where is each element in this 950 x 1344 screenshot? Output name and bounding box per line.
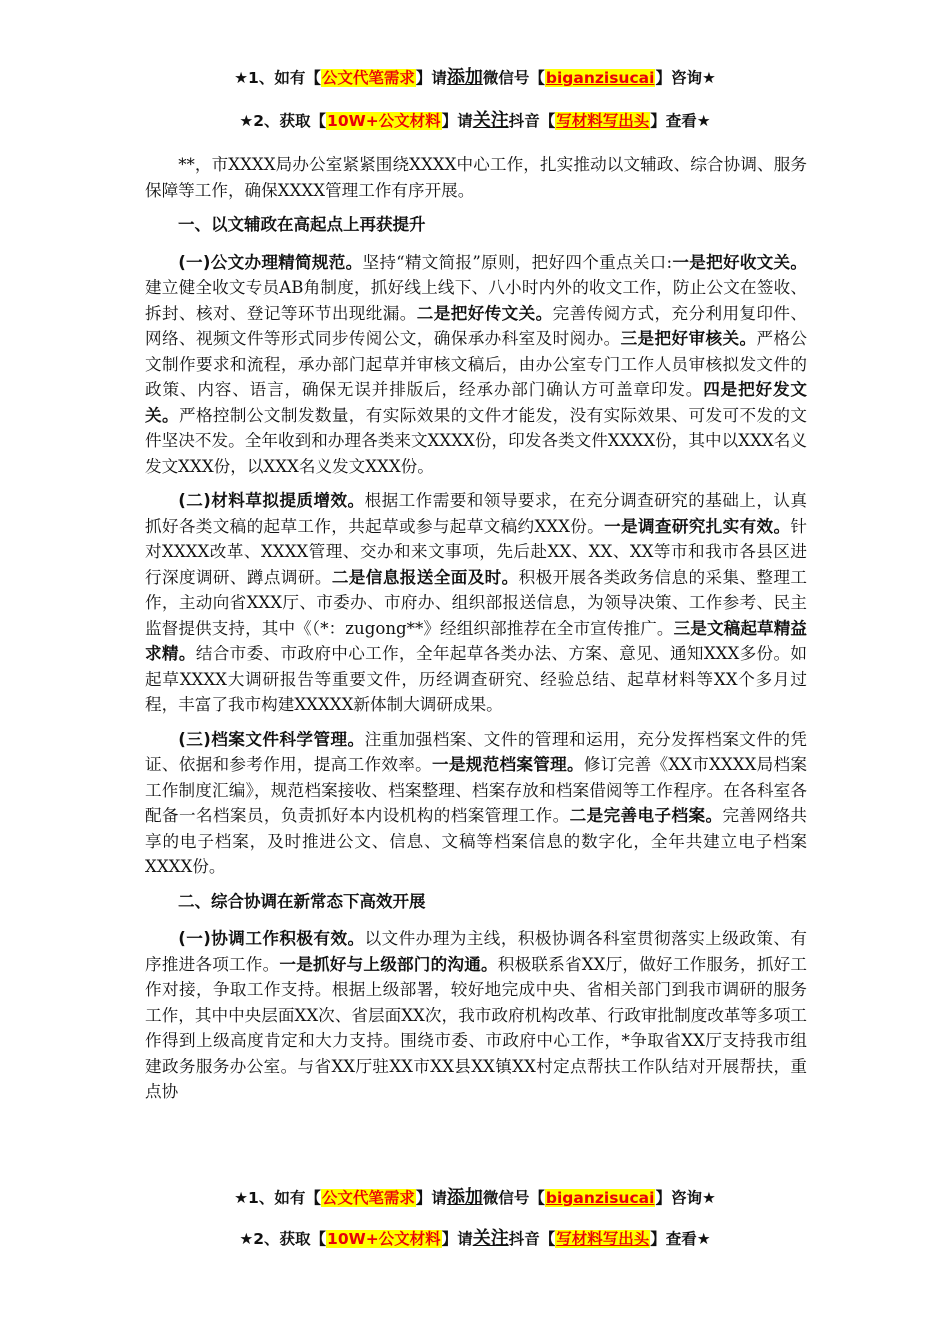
emphasis-text: 添加 [446,67,483,88]
section-heading-2: 二、综合协调在新常态下高效开展 [178,891,426,911]
paragraph-archive-management: (三)档案文件科学管理。注重加强档案、文件的管理和运用，充分发挥档案文件的凭证、依据和参考作用，提高工作效率。一是规范档案管理。修订完善《XX市XXXX局档案工作制度汇编》，规范档案接收、档案整理、档案存放和档案借阅等工作程序。在各科室各配备一名档案员，负责抓好本内设机构的档案管理工作。二是完善电子档案。完善网络共享的电子档案，及时推进公文、信息、文稿等档案信息的数字化，全年共建立电子档案XXXX份。 [145,729,808,876]
section-heading-1: 一、以文辅政在高起点上再获提升 [178,215,426,234]
promo-banner-line-4: ★2、获取【10W+公文材料】请关注抖音【写材料写出头】查看★ [239,1228,711,1249]
emphasis-text: 添加 [446,1187,483,1208]
paragraph-document-processing: (一)公文办理精简规范。坚持“精文简报”原则，把好四个重点关口:一是把好收文关。建立健全收文专员AB角制度，抓好线上线下、八小时内外的收文工作，防止公文在签收、拆封、核对、登记等环节出现纰漏。二是把好传文关。完善传阅方式，充分利用复印件、网络、视频文件等形式同步传阅公文，确保承办科室及时阅办。三是把好审核关。严格公文制作要求和流程，承办部门起草并审核文稿后，由办公室专门工作人员审核拟发文件的政策、内容、语言，确保无误并排版后，经承办部门确认方可盖章印发。四是把好发文关。严格控制公文制发数量，有实际效果的文件才能发，没有实际效果、可发可不发的文件坚决不发。全年收到和办理各类来文XXXX份，印发各类文件XXXX份，其中以XXX名义发文XXX份，以XXX名义发文XXX份。 [145,252,808,476]
wechat-id: biganzisucai [545,69,655,87]
promo-banner-line-2: ★2、获取【10W+公文材料】请关注抖音【写材料写出头】查看★ [239,110,711,131]
highlight-text: 10W+公文材料 [327,1230,441,1248]
highlight-text: 公文代笔需求 [321,69,415,87]
emphasis-text: 关注 [472,110,509,131]
douyin-id: 写材料写出头 [556,112,650,130]
paragraph-coordination: (一)协调工作积极有效。以文件办理为主线，积极协调各科室贯彻落实上级政策、有序推进各项工作。一是抓好与上级部门的沟通。积极联系省XX厅，做好工作服务，抓好工作对接，争取工作支持。根据上级部署，较好地完成中央、省相关部门到我市调研的服务工作，其中中央层面XX次、省层面XX次，我市政府机构改革、行政审批制度改革等多项工作得到上级高度肯定和大力支持。围绕市委、市政府中心工作，*争取省XX厅支持我市组建政务服务办公室。与省XX厅驻XX市XX县XX镇XX村定点帮扶工作队结对开展帮扶，重点协 [145,929,808,1101]
intro-paragraph: **，市XXXX局办公室紧紧围绕XXXX中心工作，扎实推动以文辅政、综合协调、服务保障等工作，确保XXXX管理工作有序开展。 [145,155,807,200]
wechat-id: biganzisucai [545,1189,655,1207]
paragraph-material-drafting: (二)材料草拟提质增效。根据工作需要和领导要求，在充分调查研究的基础上，认真抓好各类文稿的起草工作，共起草或参与起草文稿约XXX份。一是调查研究扎实有效。针对XXXX改革、XXXX管理、交办和来文事项，先后赴XX、XX、XX等市和我市各县区进行深度调研、蹲点调研。二是信息报送全面及时。积极开展各类政务信息的采集、整理工作，主动向省XXX厅、市委办、市府办、组织部报送信息，为领导决策、工作参考、民主监督提供支持，其中《（*：zugong**》经组织部推荐在全市宣传推广。三是文稿起草精益求精。结合市委、市政府中心工作，全年起草各类办法、方案、意见、通知XXX多份。如起草XXXX大调研报告等重要文件，历经调查研究、经验总结、起草材料等XX个多月过程，丰富了我市构建XXXXX新体制大调研成果。 [145,491,808,714]
highlight-text: 10W+公文材料 [327,112,441,130]
document-body [145,152,807,1114]
douyin-id: 写材料写出头 [556,1230,650,1248]
promo-banner-line-1: ★1、如有【公文代笔需求】请添加微信号【biganzisucai】咨询★ [234,67,716,88]
emphasis-text: 关注 [472,1228,509,1249]
highlight-text: 公文代笔需求 [321,1189,415,1207]
promo-banner-line-3: ★1、如有【公文代笔需求】请添加微信号【biganzisucai】咨询★ [234,1187,716,1208]
